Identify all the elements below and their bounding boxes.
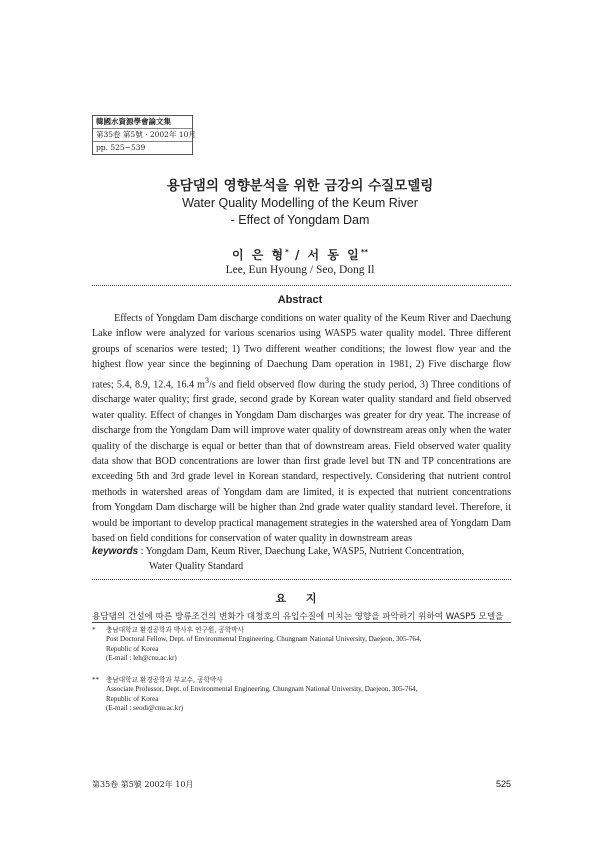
footnote-author-1 bbox=[92, 626, 511, 663]
author-1-ko: 이 은 형 bbox=[231, 248, 286, 262]
keywords-label: keywords bbox=[92, 546, 139, 557]
dotted-divider-bottom bbox=[92, 579, 511, 580]
footnote-rule bbox=[92, 622, 511, 623]
paper-title-english: Water Quality Modelling of the Keum River bbox=[182, 196, 418, 210]
footnote-1-line-2: Republic of Korea bbox=[106, 644, 159, 653]
footnote-2-mark: ** bbox=[92, 676, 100, 684]
footnote-2-line-2: Republic of Korea bbox=[106, 694, 159, 703]
footnote-2-email: (E-mail : seodi@cnu.ac.kr) bbox=[106, 703, 184, 712]
abstract-heading: Abstract bbox=[277, 294, 323, 306]
korean-summary-first-line: 용담댐의 건설에 따른 방류조건의 변화가 대청호의 유입수질에 미치는 영향을 파악하기 위하여 WASP5 모델을 bbox=[92, 612, 504, 622]
journal-name: 韓國水資源學會論文集 bbox=[93, 116, 192, 129]
yoji-heading: 요 지 bbox=[275, 592, 325, 605]
paper-subtitle-english: - Effect of Yongdam Dam bbox=[230, 213, 370, 227]
authors-english: Lee, Eun Hyoung / Seo, Dong Il bbox=[225, 264, 375, 276]
footnote-author-2 bbox=[92, 676, 511, 713]
footnote-2-line-1: Associate Professor, Dept. of Environmental Engineering, Chungnam National University, Daejeon, 305-764, bbox=[106, 685, 418, 694]
dotted-divider-top bbox=[92, 285, 511, 286]
page-number: 525 bbox=[495, 779, 511, 789]
keywords-line-1: Yongdam Dam, Keum River, Daechung Lake, WASP5, Nutrient Concentration, bbox=[145, 546, 465, 557]
footnote-2-korean: 충남대학교 환경공학과 부교수, 공학박사 bbox=[106, 676, 223, 684]
author-2-mark: ** bbox=[360, 248, 369, 256]
journal-volume: 第35卷 第5號 · 2002年 10月 bbox=[93, 129, 192, 142]
paper-title-korean: 용담댐의 영향분석을 위한 금강의 수질모델링 bbox=[166, 178, 434, 194]
footer-journal-issue: 第35卷 第5號 2002年 10月 bbox=[92, 780, 194, 789]
abstract-text bbox=[92, 311, 511, 546]
authors-korean bbox=[0, 246, 600, 263]
author-separator: / bbox=[288, 248, 308, 262]
keywords-colon: : bbox=[138, 546, 146, 557]
footnote-1-mark: * bbox=[92, 626, 96, 634]
author-2-ko: 서 동 일 bbox=[307, 248, 361, 262]
footnote-1-line-1: Post Doctoral Fellow, Dept. of Environmental Engineering, Chungnam National University, Daejeon, 305-764, bbox=[106, 635, 422, 644]
journal-info-box bbox=[92, 115, 196, 155]
journal-pages: pp. 525~539 bbox=[96, 143, 146, 152]
abstract-part-1: Effects of Yongdam Dam discharge conditions on water quality of the Keum River and Daechung Lake inflow were analyzed for various scenarios using WASP5 water quality model. Three different groups of scenarios were tested; 1) Two different weather conditions; the lowest flow year and the highest flow year since the beginning of Daechung Dam operation in 1981, 2) Five discharge flow rates; 5.4, 8.9, 12.4, 16.4 m bbox=[92, 313, 511, 390]
abstract-superscript: 3 bbox=[204, 375, 210, 385]
keywords-block bbox=[92, 544, 511, 574]
keywords-line-2: Water Quality Standard bbox=[149, 561, 244, 572]
author-1-mark: * bbox=[285, 248, 289, 256]
footnote-1-korean: 충남대학교 환경공학과 박사후 연구원, 공학박사 bbox=[106, 626, 244, 634]
abstract-part-2: /s and field observed flow during the study period, 3) Three conditions of discharge water quality; first grade, second grade by Korean water quality standard and field observed water quality. Effect of changes in Yongdam Dam discharges was greater for dry year. The increase of discharge from the Yongdam Dam will improve water quality of downstream areas only when the water quality of the discharge is equal or better than that of downstream areas. Field observed water quality data show that BOD concentrations are lower than first grade level but TN and TP concentrations are exceeding 5th and 3rd grade level in Korean standard, respectively. Considering that nutrient control methods in watershed areas of Yongdam dam are limited, it is expected that nutrient concentrations from Yongdam Dam discharge will be higher than 2nd grade water quality standard level. Therefore, it would be important to develop practical management strategies in the watershed area of Yongdam Dam based on field conditions for conservation of water quality in downstream areas bbox=[92, 378, 511, 545]
footnote-1-email: (E-mail : leh@cnu.ac.kr) bbox=[106, 653, 177, 662]
